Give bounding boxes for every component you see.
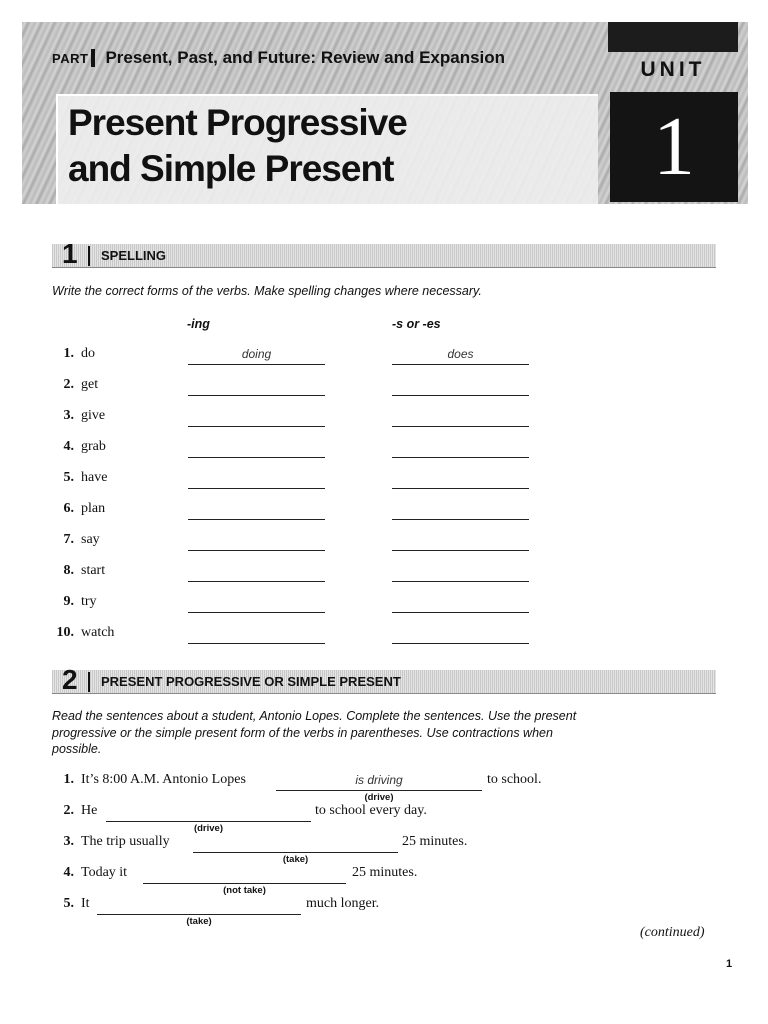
item-number: 6.: [63, 501, 74, 516]
verb-hint: (take): [186, 916, 212, 927]
section-2-divider: [88, 672, 90, 692]
ing-answer-blank[interactable]: [188, 408, 325, 427]
s-es-answer-blank[interactable]: [392, 625, 529, 644]
ing-answer-blank[interactable]: [188, 377, 325, 396]
item-number: 9.: [63, 594, 74, 609]
sentence-item: [0, 772, 768, 806]
spelling-row: [0, 625, 768, 647]
section-2-number: 2: [62, 664, 78, 695]
section-2-title: PRESENT PROGRESSIVE OR SIMPLE PRESENT: [101, 674, 401, 689]
base-verb: watch: [81, 625, 115, 640]
spelling-row: [0, 501, 768, 523]
item-number: 1.: [63, 346, 74, 361]
item-number: 1.: [63, 772, 74, 787]
sentence-end: 25 minutes.: [352, 865, 418, 880]
page-number: 1: [726, 958, 733, 970]
verb-answer-blank[interactable]: [97, 897, 301, 915]
item-number: 8.: [63, 563, 74, 578]
spelling-row: [0, 408, 768, 430]
section-1-number: 1: [62, 238, 78, 269]
sentence-item: [0, 834, 768, 868]
ing-answer-blank[interactable]: [188, 532, 325, 551]
item-number: 4.: [63, 439, 74, 454]
sentence-end: to school.: [487, 772, 542, 787]
unit-number-box: 1: [610, 92, 738, 202]
base-verb: have: [81, 470, 108, 485]
section-1-title: SPELLING: [101, 248, 167, 263]
unit-top-block: [608, 22, 738, 52]
spelling-row: [0, 377, 768, 399]
spelling-row: [0, 594, 768, 616]
sentence-end: to school every day.: [315, 803, 427, 818]
verb-answer-blank[interactable]: [143, 866, 346, 884]
base-verb: get: [81, 377, 99, 392]
sentence-end: much longer.: [306, 896, 380, 911]
ing-answer-blank[interactable]: doing: [188, 346, 325, 365]
ing-answer-blank[interactable]: [188, 625, 325, 644]
sentence-end: 25 minutes.: [402, 834, 468, 849]
s-es-answer-blank[interactable]: [392, 594, 529, 613]
part-title: Present, Past, and Future: Review and Expansion: [105, 48, 506, 67]
part-heading: [52, 44, 505, 72]
item-number: 3.: [63, 408, 74, 423]
s-es-answer-blank[interactable]: [392, 470, 529, 489]
sentence-item: [0, 865, 768, 899]
item-number: 2.: [63, 377, 74, 392]
column-header-s-es: -s or -es: [392, 317, 441, 331]
sentence-start: He: [81, 803, 98, 818]
unit-label: UNIT: [640, 58, 706, 81]
unit-title-line-1: Present Progressive: [68, 102, 407, 143]
sentence-start: Today it: [81, 865, 128, 880]
section-1-instructions: Write the correct forms of the verbs. Make spelling changes where necessary.: [52, 284, 482, 298]
item-number: 5.: [63, 896, 74, 911]
sentence-start: It’s 8:00 A.M. Antonio Lopes: [81, 772, 246, 787]
item-number: 4.: [63, 865, 74, 880]
spelling-row: [0, 346, 768, 368]
item-number: 10.: [56, 625, 74, 640]
item-number: 3.: [63, 834, 74, 849]
verb-answer-blank[interactable]: [106, 804, 311, 822]
item-number: 5.: [63, 470, 74, 485]
item-number: 7.: [63, 532, 74, 547]
ing-answer-blank[interactable]: [188, 594, 325, 613]
s-es-answer-blank[interactable]: [392, 377, 529, 396]
base-verb: give: [81, 408, 106, 423]
column-header-ing: -ing: [187, 317, 210, 331]
part-divider: [91, 49, 95, 67]
part-label: PART: [52, 50, 89, 66]
verb-hint: (drive): [364, 792, 394, 803]
spelling-row: [0, 532, 768, 554]
verb-hint: (take): [282, 854, 309, 865]
sentence-start: It: [81, 896, 90, 911]
sentence-start: The trip usually: [81, 834, 170, 849]
section-2-instructions: Read the sentences about a student, Antonio Lopes. Complete the sentences. Use the present progressive or the simple present form of the verbs in parentheses. Use contractions when possible.: [52, 709, 577, 756]
s-es-answer-blank[interactable]: does: [392, 346, 529, 365]
verb-hint: (not take): [223, 885, 266, 896]
base-verb: do: [81, 346, 95, 361]
ing-answer-blank[interactable]: [188, 563, 325, 582]
spelling-row: [0, 470, 768, 492]
s-es-answer-blank[interactable]: [392, 501, 529, 520]
s-es-answer-blank[interactable]: [392, 408, 529, 427]
sentence-item: [0, 803, 768, 837]
verb-answer-blank[interactable]: is driving: [276, 773, 482, 791]
s-es-answer-blank[interactable]: [392, 439, 529, 458]
item-number: 2.: [63, 803, 74, 818]
verb-answer-blank[interactable]: [193, 835, 398, 853]
ing-answer-blank[interactable]: [188, 501, 325, 520]
base-verb: say: [81, 532, 100, 547]
continued-note: (continued): [640, 925, 705, 940]
base-verb: start: [81, 563, 106, 578]
spelling-row: [0, 439, 768, 461]
verb-hint: (drive): [193, 823, 224, 834]
section-1-divider: [88, 246, 90, 266]
ing-answer-blank[interactable]: [188, 439, 325, 458]
ing-answer-blank[interactable]: [188, 470, 325, 489]
spelling-row: [0, 563, 768, 585]
s-es-answer-blank[interactable]: [392, 532, 529, 551]
s-es-answer-blank[interactable]: [392, 563, 529, 582]
unit-title-line-2: and Simple Present: [68, 148, 394, 189]
base-verb: plan: [81, 501, 106, 516]
base-verb: grab: [81, 439, 106, 454]
base-verb: try: [81, 594, 97, 609]
